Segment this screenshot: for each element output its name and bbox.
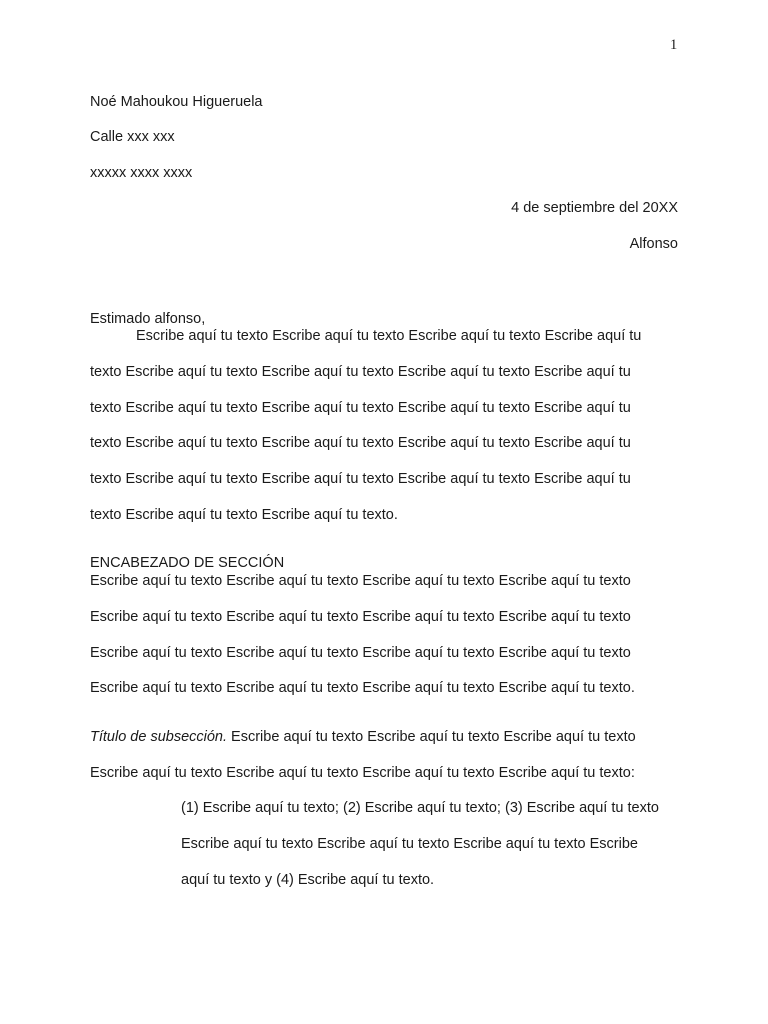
sender-city: xxxxx xxxx xxxx	[90, 165, 193, 181]
paragraph-line: (1) Escribe aquí tu texto; (2) Escribe aquí tu texto; (3) Escribe aquí tu texto	[181, 800, 659, 816]
paragraph-line: Escribe aquí tu texto Escribe aquí tu texto Escribe aquí tu texto Escribe aquí tu texto	[90, 645, 631, 661]
paragraph-line: Escribe aquí tu texto Escribe aquí tu texto Escribe aquí tu texto Escribe aquí tu texto:	[90, 765, 635, 781]
paragraph-line: Escribe aquí tu texto Escribe aquí tu texto Escribe aquí tu texto Escribe aquí tu	[136, 328, 642, 344]
paragraph-line: Escribe aquí tu texto Escribe aquí tu texto Escribe aquí tu texto Escribe aquí tu texto	[90, 609, 631, 625]
paragraph-line: texto Escribe aquí tu texto Escribe aquí tu texto Escribe aquí tu texto Escribe aquí tu	[90, 435, 631, 451]
recipient-name: Alfonso	[629, 236, 678, 252]
letter-date: 4 de septiembre del 20XX	[511, 200, 678, 216]
paragraph-line	[90, 728, 636, 746]
paragraph-line: texto Escribe aquí tu texto Escribe aquí tu texto.	[90, 507, 398, 523]
paragraph-line: Escribe aquí tu texto Escribe aquí tu texto Escribe aquí tu texto Escribe aquí tu texto	[90, 573, 631, 589]
paragraph-line: Escribe aquí tu texto Escribe aquí tu texto Escribe aquí tu texto Escribe aquí tu texto.	[90, 680, 635, 696]
sender-name: Noé Mahoukou Higueruela	[90, 94, 263, 110]
section-heading: ENCABEZADO DE SECCIÓN	[90, 555, 285, 571]
page-number: 1	[670, 37, 678, 53]
paragraph-line: Escribe aquí tu texto Escribe aquí tu texto Escribe aquí tu texto Escribe	[181, 836, 638, 852]
sender-street: Calle xxx xxx	[90, 129, 175, 145]
paragraph-line: texto Escribe aquí tu texto Escribe aquí tu texto Escribe aquí tu texto Escribe aquí tu	[90, 400, 631, 416]
paragraph-line: aquí tu texto y (4) Escribe aquí tu texto.	[181, 872, 435, 888]
subsection-text: Escribe aquí tu texto Escribe aquí tu texto Escribe aquí tu texto	[227, 729, 636, 745]
paragraph-line: texto Escribe aquí tu texto Escribe aquí tu texto Escribe aquí tu texto Escribe aquí tu	[90, 364, 631, 380]
subsection-title: Título de subsección.	[90, 729, 228, 745]
paragraph-line: texto Escribe aquí tu texto Escribe aquí tu texto Escribe aquí tu texto Escribe aquí tu	[90, 471, 631, 487]
salutation: Estimado alfonso,	[90, 311, 206, 327]
